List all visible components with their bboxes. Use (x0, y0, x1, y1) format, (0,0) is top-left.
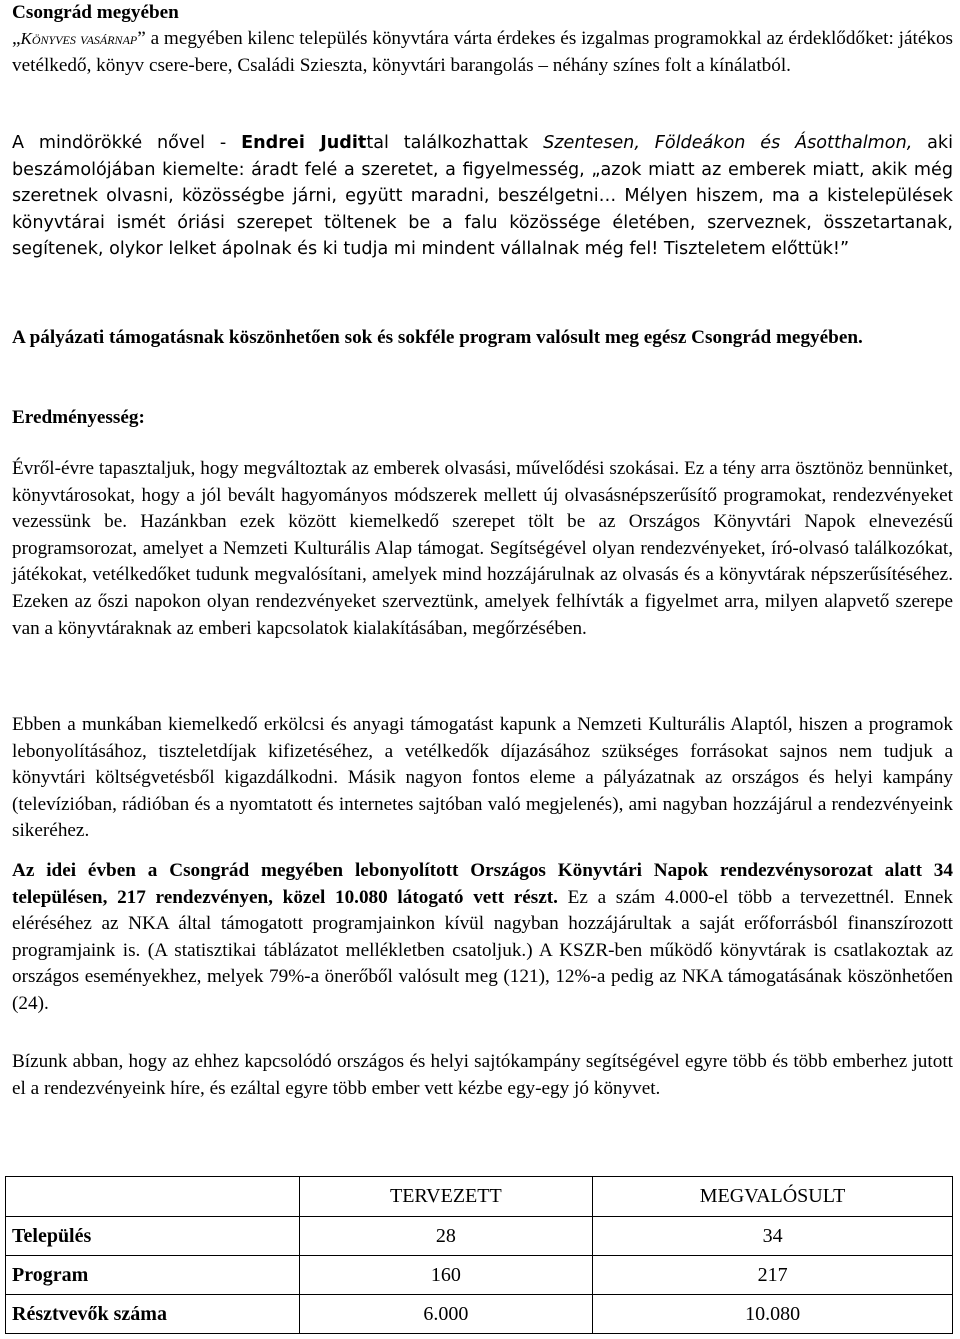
row-label: Település (6, 1217, 300, 1256)
intro-text: a megyében kilenc település könyvtára várta érdekes és izgalmas programokkal az érdeklődőket: játékos vetélkedő, könyv csere-bere, Családi Szieszta, könyvtári barangolás – néhány színes folt a kínálatból. (12, 28, 954, 76)
table-header-planned: TERVEZETT (299, 1177, 593, 1217)
result-paragraph-3 (12, 858, 953, 1018)
quote-text-2: tal találkozhattak (366, 133, 544, 153)
table-header-actual: MEGVALÓSULT (593, 1177, 953, 1217)
quote-paragraph (12, 130, 953, 263)
table-row (6, 1256, 953, 1295)
result-paragraph-2: Ebben a munkában kiemelkedő erkölcsi és anyagi támogatást kapunk a Nemzeti Kulturális Alaptól, hiszen a programok lebonyolításához, tiszteletdíjak kifizetéséhez, a vetélkedők díjazásához szükséges forrásokat sajnos nem tudjuk a könyvtári költségvetésből kigazdálkodni. Másik nagyon fontos eleme a pályázatnak az országos és helyi kampány (televízióban, rádióban és a nyomtatott és internetes sajtóban való megjelenés), ami nagyban hozzájárul a rendezvényeink sikeréhez. (12, 714, 953, 842)
quote-text-1: A mindörökké nővel - (12, 133, 242, 153)
result-paragraph-4: Bízunk abban, hogy az ehhez kapcsolódó országos és helyi sajtókampány segítségével egyre több és több emberhez jutott el a rendezvényeink híre, és ezáltal egyre több ember vett kézbe egy-egy jó könyvet. (12, 1051, 953, 1099)
result-paragraph-1: Évről-évre tapasztaljuk, hogy megváltoztak az emberek olvasási, művelődési szokásai. Ez a tény arra ösztönöz bennünket, könyvtárosokat, hogy a jól bevált hagyományos módszerek mellett új olvasásnépszerűsítő programokat, rendezvényeket vezessünk be. Hazánkban ezek között kiemelkedő szerepet tölt be az Országos Könyvtári Napok elnevezésű programsorozat, amelyet a Nemzeti Kulturális Alap támogat. Segítségével olyan rendezvényeket, író-olvasó találkozókat, játékokat, vetélkedőket tudunk megvalósítani, amelyek mind hozzájárulnak az olvasás és a könyvtárak népszerűsítéséhez. Ezeken az őszi napokon olyan rendezvényeket szerveztünk, amelyek felhívták a figyelmet arra, milyen alapvető szerepe van a könyvtáraknak az emberi kapcsolatok kialakításában, megőrzésében. (12, 458, 953, 639)
result-heading: Eredményesség: (12, 407, 145, 428)
statistics-table (5, 1176, 953, 1334)
row-label: Résztvevők száma (6, 1295, 300, 1334)
intro-paragraph (12, 26, 953, 79)
planned-value: 6.000 (299, 1295, 593, 1334)
close-quote: ” (137, 28, 146, 49)
actual-value: 217 (593, 1256, 953, 1295)
table-header-row (6, 1177, 953, 1217)
table-header-cell (6, 1177, 300, 1217)
summary-paragraph: A pályázati támogatásnak köszönhetően sok és sokféle program valósult meg egész Csongrád megyében. (12, 327, 863, 348)
result-highlight: Az idei évben a Csongrád megyében lebonyolított Országos Könyvtári Napok rendezvénysorozat alatt 34 településen, 217 rendezvényen, közel 10.080 látogató vett részt. (12, 860, 953, 908)
table-row (6, 1295, 953, 1334)
actual-value: 10.080 (593, 1295, 953, 1334)
table-row (6, 1217, 953, 1256)
author-name: Endrei Judit (241, 133, 367, 153)
place-names: Szentesen, Földeákon és Ásotthalmon, (543, 133, 913, 153)
planned-value: 28 (299, 1217, 593, 1256)
planned-value: 160 (299, 1256, 593, 1295)
event-name: Könyves vasárnap (20, 29, 138, 48)
actual-value: 34 (593, 1217, 953, 1256)
section-heading: Csongrád megyében (12, 2, 179, 23)
open-quote: „ (12, 28, 21, 49)
row-label: Program (6, 1256, 300, 1295)
quote-text-3: aki beszámolójában kiemelte: áradt felé a szeretet, a figyelmesség, „azok miatt az emberek miatt, akik még szeretnek olvasni, közösségbe járni, együtt maradni, beszélgetni… Mélyen hiszem, ma a kistelepülések könyvtárai ismét óriási szerepet töltenek be a falu közössége életében, szerveznek, összetartanak, segítenek, olykor lelket ápolnak és ki tudja mi mindent vállalnak még fel! Tiszteletem előttük!” (12, 133, 954, 260)
result-details: Ez a szám 4.000-el több a tervezettnél. Ennek eléréséhez az NKA által támogatott programjainkon kívül nagyban hozzájárultak a saját erőforrásból finanszírozott programjaink is. (A statisztikai táblázatot mellékletben csatoljuk.) A KSZR-ben működő könyvtárak is csatlakoztak az országos eseményekhez, melyek 79%-a önerőből valósult meg (121), 12%-a pedig az NKA támogatásának köszönhetően (24). (12, 886, 953, 1014)
